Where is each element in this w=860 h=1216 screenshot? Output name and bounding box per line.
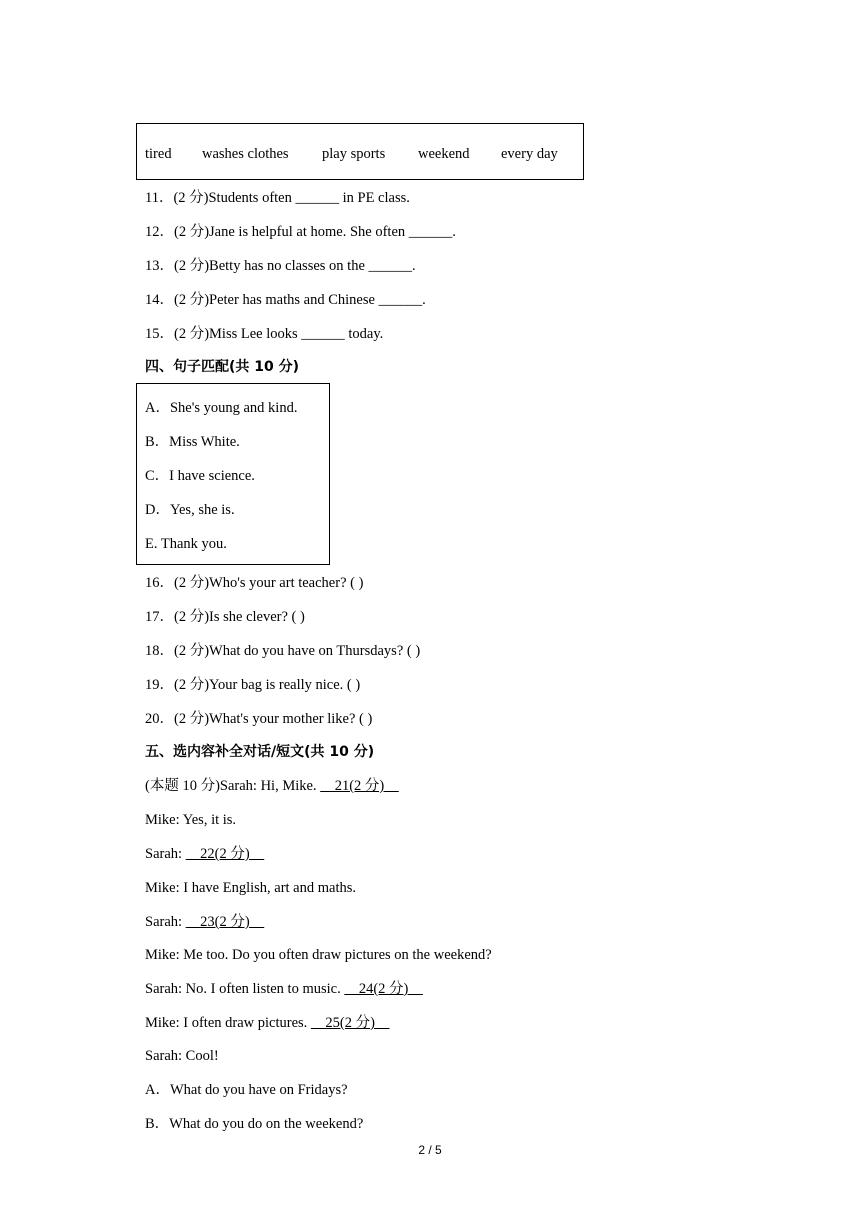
section-5-option-a: A．What do you have on Fridays? [145,1082,348,1098]
option-d: D．Yes, she is. [145,502,235,518]
answer-blank-25: 25(2 分) [310,1015,390,1031]
answer-blank-22: 22(2 分) [185,846,265,862]
section-4-options-box [136,383,330,565]
dialogue-text: Sarah: No. I often listen to music. [145,981,345,997]
dialogue-text: Sarah: [145,846,186,862]
dialogue-text: Mike: Yes, it is. [145,812,237,828]
dialogue-line [145,777,399,795]
answer-blank-23: 23(2 分) [185,914,265,930]
option-b: B．Miss White. [145,434,240,450]
question-19: 19．(2 分)Your bag is really nice. ( ) [145,677,361,693]
answer-blank-21: 21(2 分) [320,778,399,794]
dialogue-line [145,1047,219,1065]
dialogue-text: Sarah: [145,914,186,930]
question-14: 14．(2 分)Peter has maths and Chinese ______. [145,292,426,308]
dialogue-line [145,811,236,829]
question-11: 11．(2 分)Students often ______ in PE class. [145,190,410,206]
page-number: 2 / 5 [418,1143,442,1157]
question-17: 17．(2 分)Is she clever? ( ) [145,609,305,625]
word-bank-item: play sports [322,146,386,162]
dialogue-text: Mike: Me too. Do you often draw pictures on the weekend? [145,947,492,963]
question-15: 15．(2 分)Miss Lee looks ______ today. [145,326,384,342]
option-c: C．I have science. [145,468,255,484]
section-4-heading: 四、句子匹配(共 10 分) [145,359,300,375]
dialogue-text: (本题 10 分)Sarah: Hi, Mike. [145,778,321,794]
word-bank-item: weekend [418,146,470,162]
word-bank-box [136,123,584,180]
dialogue-text: Mike: I have English, art and maths. [145,880,357,896]
dialogue-text: Mike: I often draw pictures. [145,1015,311,1031]
dialogue-line [145,913,264,931]
dialogue-line [145,980,423,998]
question-12: 12．(2 分)Jane is helpful at home. She often ______. [145,224,456,240]
dialogue-line [145,1014,389,1032]
option-e: E. Thank you. [145,536,227,552]
word-bank-item: tired [145,146,172,162]
question-13: 13．(2 分)Betty has no classes on the ______. [145,258,416,274]
word-bank-item: every day [501,146,558,162]
question-16: 16．(2 分)Who's your art teacher? ( ) [145,575,364,591]
dialogue-text: Sarah: Cool! [145,1048,219,1064]
word-bank-item: washes clothes [202,146,289,162]
question-20: 20．(2 分)What's your mother like? ( ) [145,711,373,727]
section-5-option-b: B．What do you do on the weekend? [145,1116,364,1132]
dialogue-line [145,845,264,863]
dialogue-line [145,879,356,897]
question-18: 18．(2 分)What do you have on Thursdays? ( ) [145,643,421,659]
dialogue-line [145,946,492,964]
option-a: A．She's young and kind. [145,400,298,416]
section-5-heading: 五、选内容补全对话/短文(共 10 分) [145,744,375,760]
answer-blank-24: 24(2 分) [344,981,423,997]
